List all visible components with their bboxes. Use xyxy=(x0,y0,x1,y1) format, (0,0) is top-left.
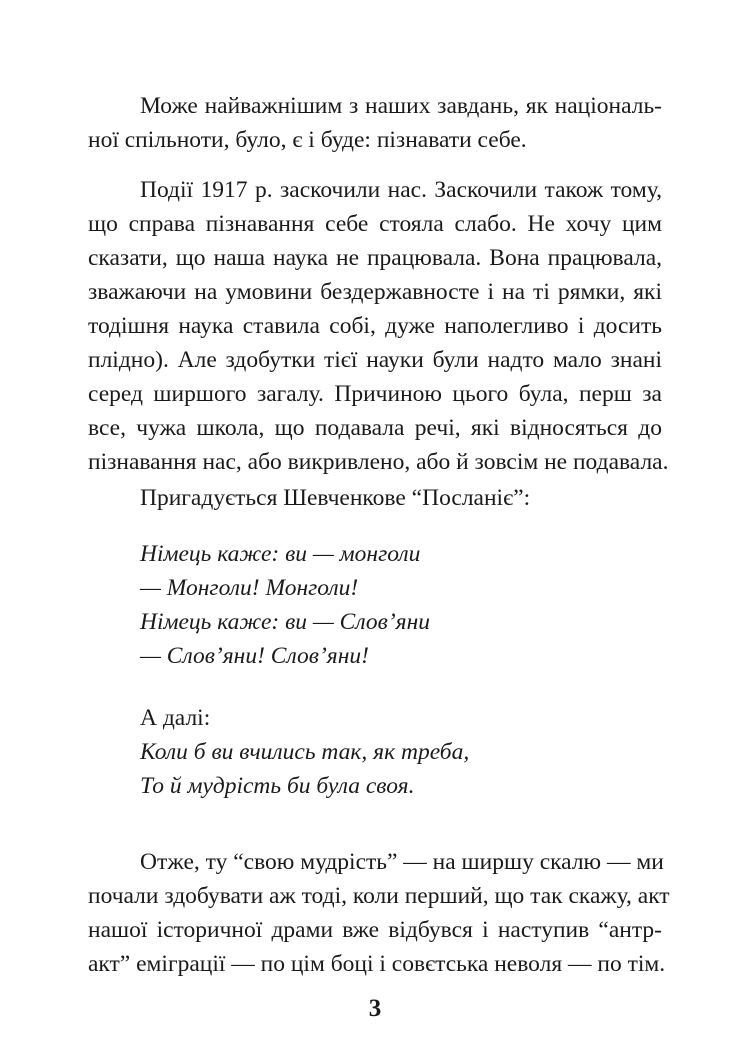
paragraph-2-line: тодішня наука ставила собі, дуже наполегливо і досить xyxy=(88,313,662,339)
paragraph-2-line: Події 1917 р. заскочили нас. Заскочили також тому, xyxy=(140,177,662,203)
poem-line: Німець каже: ви — Слов’яни xyxy=(140,609,430,635)
final-paragraph-line: нашої історичної драми вже відбувся і наступив “антр- xyxy=(88,917,662,943)
final-paragraph-line: почали здобувати аж тоді, коли перший, що так скажу, акт xyxy=(88,883,670,909)
poem-line: Німець каже: ви — монголи xyxy=(140,541,421,567)
intro-line: А далі: xyxy=(140,705,211,731)
paragraph-2-line: що справа пізнавання себе стояла слабо. Не хочу цим xyxy=(88,211,662,237)
poem-line: — Слов’яни! Слов’яни! xyxy=(140,643,369,669)
paragraph-1-line: Може найважнішим з наших завдань, як національ- xyxy=(140,93,662,119)
final-paragraph-line: акт” еміграції — по цім боці і совєтська неволя — по тім. xyxy=(88,951,666,977)
paragraph-2-line: серед ширшого загалу. Причиною цього була, перш за xyxy=(88,381,662,407)
page-body xyxy=(88,0,670,1061)
paragraph-2-line: зважаючи на умовини бездержавносте і на ті рямки, які xyxy=(88,279,662,305)
page-number: 3 xyxy=(368,995,382,1022)
paragraph-2-line: пізнавання нас, або викривлено, або й зовсім не подавала. xyxy=(88,449,669,475)
paragraph-3-line: Пригадується Шевченкове “Посланіє”: xyxy=(140,485,531,511)
paragraph-2-line: сказати, що наша наука не працювала. Вона працювала, xyxy=(88,245,662,271)
poem-line: То й мудрість би була своя. xyxy=(140,773,415,799)
paragraph-2-line: плідно). Але здобутки тієї науки були надто мало знані xyxy=(88,347,662,373)
poem-line: Коли б ви вчились так, як треба, xyxy=(140,739,470,765)
paragraph-1-line: ної спільноти, було, є і буде: пізнавати себе. xyxy=(88,127,527,153)
paragraph-2-line: все, чужа школа, що подавала речі, які відносяться до xyxy=(88,415,662,441)
poem-line: — Монголи! Монголи! xyxy=(140,575,359,601)
final-paragraph-line: Отже, ту “свою мудрість” — на ширшу скалю — ми xyxy=(140,849,664,875)
